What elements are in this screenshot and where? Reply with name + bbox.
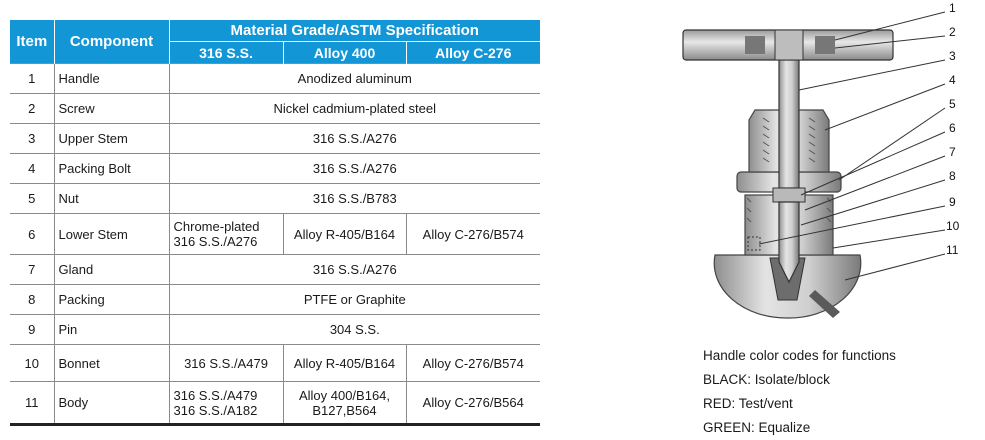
item-number: 11 [10,382,54,425]
item-number: 8 [10,284,54,314]
material-cell-alloy400 [283,382,406,425]
header-316ss: 316 S.S. [169,42,283,64]
item-number: 3 [10,124,54,154]
table-row [10,315,540,345]
material-line: Alloy 400/B164, [298,387,391,403]
material-cell-alloy400: Alloy R-405/B164 [283,345,406,382]
callout-label: 7 [949,145,956,159]
callout-label: 5 [949,97,956,111]
legend-title: Handle color codes for functions [703,348,896,363]
material-cell-c276: Alloy C-276/B574 [406,345,540,382]
table-row [10,284,540,314]
material-spec-table [10,20,540,426]
material-line: 316 S.S./A182 [173,402,258,418]
table-row [10,154,540,184]
item-number: 10 [10,345,54,382]
header-alloy-400: Alloy 400 [283,42,406,64]
table-row [10,64,540,94]
item-number: 6 [10,214,54,254]
callout-label: 4 [949,73,956,87]
table-row [10,214,540,254]
header-component: Component [54,20,169,64]
legend-black: BLACK: Isolate/block [703,372,830,387]
material-cell: 304 S.S. [169,315,540,345]
item-number: 2 [10,94,54,124]
component-name: Upper Stem [54,124,169,154]
material-cell-ss: 316 S.S./A479 [169,345,283,382]
material-cell-ss [169,382,283,425]
component-name: Packing Bolt [54,154,169,184]
material-cell: PTFE or Graphite [169,284,540,314]
callout-label: 11 [946,243,959,257]
component-name: Packing [54,284,169,314]
table-row [10,345,540,382]
callout-label: 3 [949,49,956,63]
component-name: Lower Stem [54,214,169,254]
table-row [10,254,540,284]
callout-label: 9 [949,195,956,209]
item-number: 9 [10,315,54,345]
material-cell-c276: Alloy C-276/B564 [406,382,540,425]
valve-cross-section-diagram [675,0,975,330]
material-cell: 316 S.S./B783 [169,184,540,214]
component-name: Nut [54,184,169,214]
material-cell: 316 S.S./A276 [169,254,540,284]
material-cell: Anodized aluminum [169,64,540,94]
item-number: 5 [10,184,54,214]
item-number: 7 [10,254,54,284]
packing-part [773,188,805,202]
material-cell: 316 S.S./A276 [169,154,540,184]
material-line: B127,B564 [312,402,377,418]
callout-label: 2 [949,25,956,39]
table-row [10,382,540,425]
legend-red: RED: Test/vent [703,396,793,411]
callout-label: 1 [949,1,956,15]
component-name: Bonnet [54,345,169,382]
callout-label: 8 [949,169,956,183]
table-row [10,124,540,154]
material-cell: Nickel cadmium-plated steel [169,94,540,124]
material-line: Chrome-plated [173,219,260,235]
material-cell-alloy400: Alloy R-405/B164 [283,214,406,254]
item-number: 1 [10,64,54,94]
component-name: Pin [54,315,169,345]
handle-color-legend [703,344,896,440]
material-cell-ss [169,214,283,254]
component-name: Gland [54,254,169,284]
material-line: 316 S.S./A479 [173,387,258,403]
table-row [10,184,540,214]
table-row [10,94,540,124]
material-cell-c276: Alloy C-276/B574 [406,214,540,254]
item-number: 4 [10,154,54,184]
component-name: Handle [54,64,169,94]
material-cell: 316 S.S./A276 [169,124,540,154]
header-material-grade: Material Grade/ASTM Specification [169,20,540,42]
material-line: 316 S.S./A276 [173,234,258,250]
legend-green: GREEN: Equalize [703,420,811,435]
header-item: Item [10,20,54,64]
upper-stem-part [779,58,799,188]
callout-label: 10 [946,219,960,233]
component-name: Screw [54,94,169,124]
callout-label: 6 [949,121,956,135]
component-name: Body [54,382,169,425]
header-alloy-c276: Alloy C-276 [406,42,540,64]
